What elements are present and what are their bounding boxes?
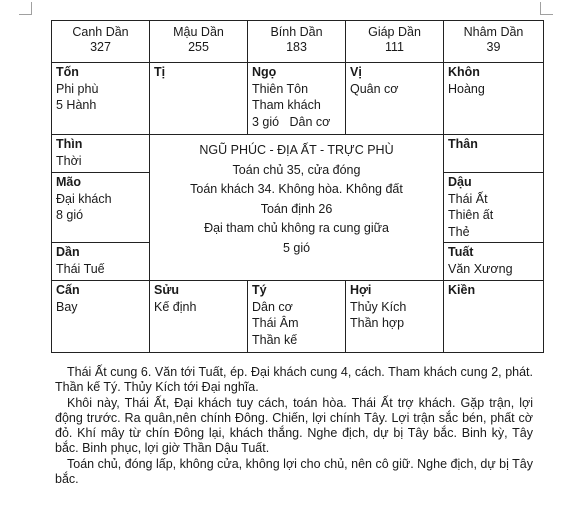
thai-at-chart-table (51, 20, 544, 353)
palace-line: Bay (56, 299, 78, 314)
palace-ti (150, 63, 248, 135)
header-cell-binh-dan (248, 21, 346, 63)
center-line: 5 gió (282, 240, 311, 255)
palace-line: Kế định (154, 299, 197, 314)
palace-suu (150, 281, 248, 353)
header-name: Giáp Dần (368, 25, 421, 39)
palace-line: Phi phù (56, 81, 99, 96)
palace-ty (248, 281, 346, 353)
palace-line: Đại khách (56, 191, 112, 206)
header-name: Nhâm Dần (463, 25, 524, 39)
palace-line: Thái Ất (448, 191, 488, 206)
center-line: Đại tham chủ không ra cung giữa (204, 221, 389, 235)
commentary-notes (55, 365, 533, 487)
palace-title: Kiền (448, 283, 476, 297)
palace-mao (52, 173, 150, 243)
palace-vi (346, 63, 444, 135)
palace-title: Dần (56, 245, 80, 259)
center-line: Toán chủ 35, cửa đóng (232, 162, 361, 177)
palace-line: Thiên Tôn (252, 81, 309, 96)
palace-title: Tuất (448, 245, 474, 259)
palace-dau (444, 173, 544, 243)
palace-line: Thời (56, 153, 82, 168)
center-line: Toán định 26 (260, 201, 333, 216)
palace-tuat (444, 243, 544, 281)
palace-title: Hợi (350, 283, 372, 297)
palace-title: Cấn (56, 283, 80, 297)
palace-title: Ngọ (252, 65, 277, 79)
palace-line: Dân cơ (252, 299, 293, 314)
center-heading: NGŨ PHÚC - ĐỊA ẤT - TRỰC PHÙ (199, 143, 394, 157)
palace-line: 8 gió (56, 208, 84, 222)
palace-line: Thái Tuế (56, 261, 105, 276)
palace-ton (52, 63, 150, 135)
palace-line: 3 gió Dân cơ (252, 114, 331, 129)
palace-line: Thủy Kích (350, 299, 407, 314)
palace-can (52, 281, 150, 353)
header-cell-giap-dan (346, 21, 444, 63)
palace-title: Dậu (448, 175, 472, 189)
palace-line: Văn Xương (448, 261, 513, 276)
center-line: Toán khách 34. Không hòa. Không đất (190, 182, 403, 196)
palace-title: Thìn (56, 137, 83, 151)
palace-line: Thần kế (252, 332, 298, 347)
header-name: Canh Dần (72, 25, 129, 39)
palace-line: Tham khách (252, 98, 321, 112)
palace-title: Thân (448, 137, 478, 151)
palace-row-bottom (52, 281, 544, 353)
palace-ngo (248, 63, 346, 135)
palace-than (444, 135, 544, 173)
palace-hoi (346, 281, 444, 353)
palace-dan (52, 243, 150, 281)
palace-title: Tị (154, 65, 166, 79)
palace-line: Thẻ (448, 224, 470, 239)
palace-line: Quân cơ (350, 81, 399, 96)
palace-title: Vị (350, 65, 362, 79)
palace-line: Hoàng (448, 81, 485, 96)
palace-kien (444, 281, 544, 353)
note-paragraph: Khôi này, Thái Ất, Đại khách tuy cách, toán hòa. Thái Ất trợ khách. Gặp trận, lợi động trước. Ra quân,nên chính Đông. Chiến, lợi chính Tây. Lợi trận sắc bén, phất cờ đỏ. Khí mây từ chín Đông lại, khách thắng. Nghe địch, dự bị Tây bắc. Binh kỳ, Tây bắc. Binh phục, lợi giờ Thần Dậu Tuất. (55, 395, 533, 456)
palace-title: Tý (252, 283, 267, 297)
header-value: 111 (384, 40, 404, 54)
palace-line: Thần hợp (350, 316, 405, 330)
palace-line: 5 Hành (56, 98, 97, 112)
header-name: Mậu Dần (173, 25, 224, 39)
page-corner-mark-left (19, 2, 32, 15)
header-cell-mau-dan (150, 21, 248, 63)
palace-thin (52, 135, 150, 173)
header-name: Bính Dần (270, 25, 323, 39)
note-paragraph: Toán chủ, đóng lấp, không cửa, không lợi cho chủ, nên cô giữ. Nghe địch, dự bị Tây bắc. (55, 456, 533, 487)
palace-title: Sửu (154, 283, 180, 297)
header-cell-canh-dan (52, 21, 150, 63)
header-row (52, 21, 544, 63)
palace-title: Tốn (56, 65, 79, 79)
palace-title: Mão (56, 175, 81, 189)
center-summary (150, 135, 444, 281)
header-value: 39 (486, 40, 501, 54)
header-cell-nham-dan (444, 21, 544, 63)
palace-row-thin (52, 135, 544, 173)
palace-title: Khôn (448, 65, 480, 79)
header-value: 255 (188, 40, 209, 54)
palace-khon (444, 63, 544, 135)
palace-line: Thái Âm (252, 316, 299, 330)
palace-line: Thiên ất (448, 208, 494, 222)
note-paragraph: Thái Ất cung 6. Văn tới Tuất, ép. Đại khách cung 4, cách. Tham khách cung 2, phát. Thần kế Tý. Thủy Kích tới Đại nghĩa. (55, 365, 533, 395)
page-corner-mark-right (540, 2, 553, 15)
palace-row-top (52, 63, 544, 135)
header-value: 327 (90, 40, 111, 54)
header-value: 183 (286, 40, 307, 54)
